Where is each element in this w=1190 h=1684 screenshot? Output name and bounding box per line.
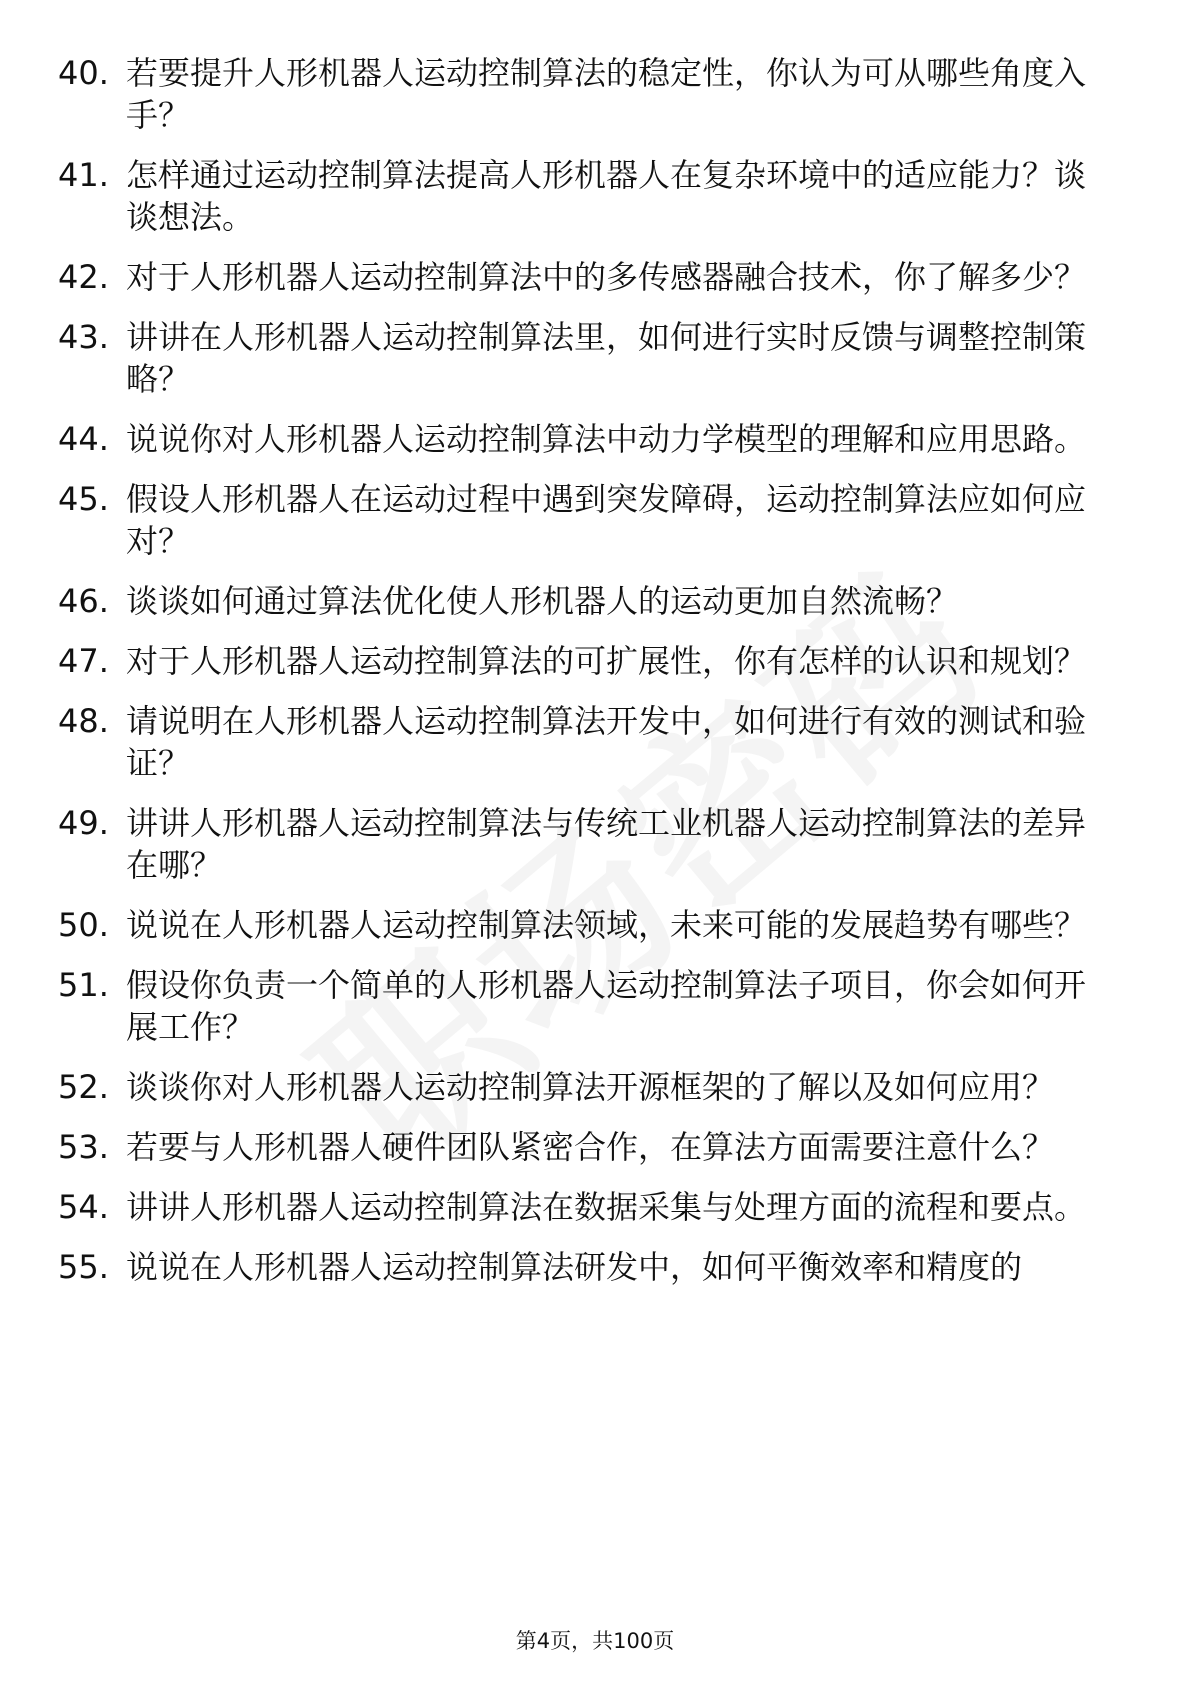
question-number: 46. (58, 582, 109, 620)
question-number: 44. (58, 420, 109, 458)
question-item (58, 478, 1118, 562)
question-item (58, 700, 1118, 784)
question-item (58, 802, 1118, 886)
question-text: 对于人形机器人运动控制算法中的多传感器融合技术，你了解多少？ (126, 258, 1087, 296)
question-number: 49. (58, 804, 109, 842)
question-text: 假设你负责一个简单的人形机器人运动控制算法子项目，你会如何开展工作？ (126, 966, 1087, 1046)
question-number: 47. (58, 642, 109, 680)
question-text: 假设人形机器人在运动过程中遇到突发障碍，运动控制算法应如何应对？ (126, 480, 1087, 560)
question-number: 45. (58, 480, 109, 518)
question-text: 说说在人形机器人运动控制算法领域，未来可能的发展趋势有哪些？ (126, 906, 1087, 944)
question-text: 对于人形机器人运动控制算法的可扩展性，你有怎样的认识和规划？ (126, 642, 1087, 680)
question-item (58, 52, 1118, 136)
question-item (58, 964, 1118, 1048)
question-text: 谈谈如何通过算法优化使人形机器人的运动更加自然流畅？ (126, 582, 959, 620)
question-number: 51. (58, 966, 109, 1004)
question-item (58, 640, 1118, 682)
question-number: 50. (58, 906, 109, 944)
question-number: 54. (58, 1188, 109, 1226)
question-number: 42. (58, 258, 109, 296)
question-text: 讲讲在人形机器人运动控制算法里，如何进行实时反馈与调整控制策略？ (126, 318, 1087, 398)
question-number: 43. (58, 318, 109, 356)
question-item (58, 256, 1118, 298)
question-text: 讲讲人形机器人运动控制算法与传统工业机器人运动控制算法的差异在哪？ (126, 804, 1087, 884)
question-number: 55. (58, 1248, 109, 1286)
question-list (58, 52, 1118, 1306)
question-number: 40. (58, 54, 109, 92)
question-number: 53. (58, 1128, 109, 1166)
question-item (58, 1186, 1118, 1228)
question-number: 52. (58, 1068, 109, 1106)
question-item (58, 904, 1118, 946)
question-text: 说说你对人形机器人运动控制算法中动力学模型的理解和应用思路。 (126, 420, 1087, 458)
question-number: 41. (58, 156, 109, 194)
question-text: 说说在人形机器人运动控制算法研发中，如何平衡效率和精度的 (126, 1248, 1023, 1286)
question-item (58, 580, 1118, 622)
question-text: 怎样通过运动控制算法提高人形机器人在复杂环境中的适应能力？谈谈想法。 (126, 156, 1087, 236)
question-item (58, 1066, 1118, 1108)
question-number: 48. (58, 702, 109, 740)
question-text: 若要提升人形机器人运动控制算法的稳定性，你认为可从哪些角度入手？ (126, 54, 1087, 134)
question-item (58, 154, 1118, 238)
question-text: 若要与人形机器人硬件团队紧密合作，在算法方面需要注意什么？ (126, 1128, 1055, 1166)
question-item (58, 316, 1118, 400)
question-item (58, 1126, 1118, 1168)
question-item (58, 1246, 1118, 1288)
question-text: 请说明在人形机器人运动控制算法开发中，如何进行有效的测试和验证？ (126, 702, 1087, 782)
page-footer: 第4页，共100页 (515, 1629, 675, 1653)
question-text: 谈谈你对人形机器人运动控制算法开源框架的了解以及如何应用？ (126, 1068, 1055, 1106)
question-text: 讲讲人形机器人运动控制算法在数据采集与处理方面的流程和要点。 (126, 1188, 1087, 1226)
question-item (58, 418, 1118, 460)
